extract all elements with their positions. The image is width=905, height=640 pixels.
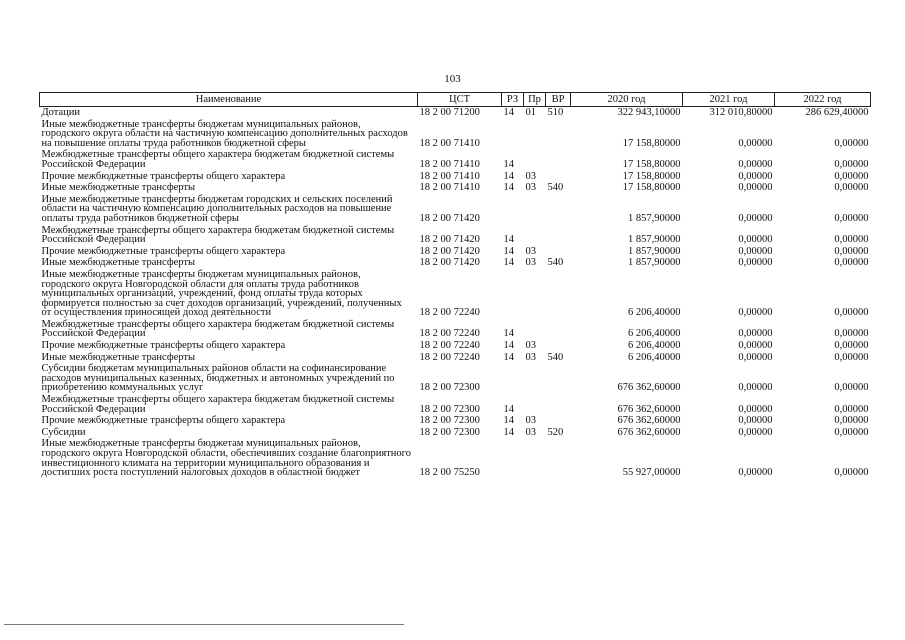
cell-2021: 0,00000 <box>738 170 773 182</box>
cell-name: Дотации <box>41 107 81 118</box>
cell-pr: 03 <box>525 170 536 182</box>
table-header-row <box>40 93 871 107</box>
table-row <box>40 319 871 340</box>
cell-2021: 0,00000 <box>738 340 773 352</box>
cell-2021: 0,00000 <box>738 467 773 479</box>
cell-pr: 03 <box>525 351 536 363</box>
cell-pr: 03 <box>525 245 536 257</box>
cell-2022: 0,00000 <box>834 245 869 257</box>
table-row <box>40 182 871 194</box>
table-row <box>40 394 871 415</box>
cell-2020: 1 857,90000 <box>628 212 681 224</box>
cell-cst: 18 2 00 71410 <box>419 137 480 149</box>
table-row <box>40 427 871 439</box>
cell-cst: 18 2 00 71200 <box>419 107 480 118</box>
cell-name: Иные межбюджетные трансферты <box>41 257 196 269</box>
cell-vr <box>546 438 571 478</box>
cell-cst: 18 2 00 71420 <box>419 257 480 269</box>
cell-rz: 14 <box>503 403 514 415</box>
cell-pr: 03 <box>525 426 536 438</box>
page-number: 103 <box>444 73 461 85</box>
cell-2020: 17 158,80000 <box>622 137 681 149</box>
cell-vr: 540 <box>547 351 564 363</box>
cell-vr <box>546 194 571 225</box>
cell-2022: 0,00000 <box>834 257 869 269</box>
column-header-2022: 2022 год <box>775 93 871 107</box>
cell-name: Межбюджетные трансферты общего характера бюджетам бюджетной системы Российской Федерации <box>41 394 395 415</box>
cell-name: Прочие межбюджетные трансферты общего характера <box>41 340 286 352</box>
cell-name: Иные межбюджетные трансферты бюджетам городских и сельских поселений области на частичную компенсацию дополнительных расходов на повышение оплаты труда работников бюджетной сферы <box>41 193 393 224</box>
cell-vr <box>546 363 571 394</box>
cell-2020: 17 158,80000 <box>622 170 681 182</box>
table-row <box>40 194 871 225</box>
cell-cst: 18 2 00 71420 <box>419 212 480 224</box>
column-header-2020: 2020 год <box>571 93 683 107</box>
cell-pr: 01 <box>525 107 536 118</box>
cell-rz: 14 <box>503 415 514 427</box>
cell-2022: 0,00000 <box>834 182 869 194</box>
cell-rz: 14 <box>503 340 514 352</box>
cell-2021: 0,00000 <box>738 415 773 427</box>
cell-rz: 14 <box>503 426 514 438</box>
cell-cst: 18 2 00 72300 <box>419 382 480 394</box>
cell-pr <box>524 363 546 394</box>
cell-2022: 0,00000 <box>834 158 869 170</box>
cell-name: Иные межбюджетные трансферты бюджетам муниципальных районов, городского округа области на частичную компенсацию дополнительных расходов на повышение оплаты труда работников бюджетной сферы <box>41 118 408 149</box>
cell-rz: 14 <box>503 158 514 170</box>
cell-2021: 0,00000 <box>738 158 773 170</box>
cell-name: Субсидии <box>41 426 86 438</box>
cell-2022: 0,00000 <box>834 403 869 415</box>
cell-name: Субсидии бюджетам муниципальных районов области на софинансирование расходов муниципальных казенных, бюджетных и автономных учреждений по приобретению коммунальных услуг <box>41 363 395 394</box>
cell-2022: 0,00000 <box>834 170 869 182</box>
column-header-rz: РЗ <box>502 93 524 107</box>
cell-vr <box>546 394 571 415</box>
cell-2021: 0,00000 <box>738 403 773 415</box>
cell-rz <box>502 269 524 319</box>
cell-name: Межбюджетные трансферты общего характера бюджетам бюджетной системы Российской Федерации <box>41 224 395 246</box>
cell-2021: 0,00000 <box>738 426 773 438</box>
cell-2020: 676 362,60000 <box>617 403 681 415</box>
cell-rz: 14 <box>503 245 514 257</box>
cell-rz <box>502 119 524 150</box>
table-row <box>40 119 871 150</box>
cell-2022: 0,00000 <box>834 426 869 438</box>
budget-table <box>39 92 871 479</box>
cell-cst: 18 2 00 71410 <box>419 170 480 182</box>
cell-cst: 18 2 00 71410 <box>419 182 480 194</box>
cell-vr <box>546 119 571 150</box>
cell-2020: 676 362,60000 <box>617 382 681 394</box>
cell-vr: 540 <box>547 257 564 269</box>
cell-name: Прочие межбюджетные трансферты общего характера <box>41 245 286 257</box>
column-header-vr: ВР <box>546 93 571 107</box>
cell-2021: 312 010,80000 <box>709 107 773 118</box>
table-row <box>40 171 871 183</box>
cell-vr <box>546 171 571 183</box>
column-header-name: Наименование <box>40 93 418 107</box>
table-row <box>40 149 871 170</box>
cell-2022: 0,00000 <box>834 340 869 352</box>
cell-2022: 0,00000 <box>834 212 869 224</box>
cell-pr: 03 <box>525 415 536 427</box>
cell-vr <box>546 149 571 170</box>
table-row <box>40 246 871 258</box>
cell-2022: 0,00000 <box>834 307 869 319</box>
cell-2020: 6 206,40000 <box>628 340 681 352</box>
cell-vr <box>546 340 571 352</box>
cell-2022: 0,00000 <box>834 234 869 246</box>
cell-2021: 0,00000 <box>738 307 773 319</box>
cell-cst: 18 2 00 72300 <box>419 403 480 415</box>
cell-2020: 676 362,60000 <box>617 426 681 438</box>
cell-2022: 0,00000 <box>834 415 869 427</box>
cell-2020: 1 857,90000 <box>628 257 681 269</box>
cell-rz <box>502 438 524 478</box>
cell-2022: 286 629,40000 <box>805 107 869 118</box>
cell-cst: 18 2 00 71420 <box>419 234 480 246</box>
cell-pr <box>524 319 546 340</box>
cell-name: Прочие межбюджетные трансферты общего характера <box>41 415 286 427</box>
cell-vr <box>546 246 571 258</box>
cell-2020: 6 206,40000 <box>628 307 681 319</box>
cell-2022: 0,00000 <box>834 137 869 149</box>
cell-name: Иные межбюджетные трансферты <box>41 351 196 363</box>
cell-rz: 14 <box>503 328 514 340</box>
table-row <box>40 269 871 319</box>
cell-2022: 0,00000 <box>834 351 869 363</box>
column-header-cst: ЦСТ <box>418 93 502 107</box>
cell-2020: 6 206,40000 <box>628 328 681 340</box>
cell-cst: 18 2 00 72240 <box>419 351 480 363</box>
cell-2021: 0,00000 <box>738 257 773 269</box>
table-row <box>40 438 871 478</box>
cell-rz <box>502 194 524 225</box>
cell-2020: 6 206,40000 <box>628 351 681 363</box>
cell-pr <box>524 394 546 415</box>
cell-cst: 18 2 00 72240 <box>419 340 480 352</box>
table-row <box>40 340 871 352</box>
cell-vr: 520 <box>547 426 564 438</box>
cell-2020: 1 857,90000 <box>628 234 681 246</box>
cell-pr: 03 <box>525 257 536 269</box>
cell-name: Межбюджетные трансферты общего характера бюджетам бюджетной системы Российской Федерации <box>41 149 395 170</box>
cell-2020: 322 943,10000 <box>617 107 681 118</box>
cell-name: Иные межбюджетные трансферты <box>41 182 196 194</box>
cell-name: Межбюджетные трансферты общего характера бюджетам бюджетной системы Российской Федерации <box>41 318 395 340</box>
cell-cst: 18 2 00 72300 <box>419 426 480 438</box>
cell-2022: 0,00000 <box>834 467 869 479</box>
cell-vr <box>546 319 571 340</box>
table-row <box>40 415 871 427</box>
cell-name: Прочие межбюджетные трансферты общего характера <box>41 170 286 182</box>
cell-2020: 55 927,00000 <box>622 467 681 479</box>
cell-2021: 0,00000 <box>738 351 773 363</box>
cell-cst: 18 2 00 72240 <box>419 307 480 319</box>
cell-2020: 17 158,80000 <box>622 182 681 194</box>
cell-pr <box>524 149 546 170</box>
cell-2021: 0,00000 <box>738 382 773 394</box>
cell-name: Иные межбюджетные трансферты бюджетам муниципальных районов, городского округа Новгородской области, обеспечивших создание благоприятного инвестиционного климата на территории муниципального образования и достигших роста поступлений налоговых доходов в областной бюджет <box>41 438 411 479</box>
cell-cst: 18 2 00 71420 <box>419 245 480 257</box>
cell-rz: 14 <box>503 182 514 194</box>
cell-2021: 0,00000 <box>738 245 773 257</box>
cell-cst: 18 2 00 72300 <box>419 415 480 427</box>
cell-rz: 14 <box>503 351 514 363</box>
table-row <box>40 363 871 394</box>
cell-rz: 14 <box>503 257 514 269</box>
cell-vr: 510 <box>547 107 564 118</box>
cell-pr: 03 <box>525 182 536 194</box>
cell-vr <box>546 415 571 427</box>
page-bottom-rule <box>4 624 404 625</box>
column-header-2021: 2021 год <box>683 93 775 107</box>
cell-rz <box>502 363 524 394</box>
cell-2021: 0,00000 <box>738 328 773 340</box>
cell-pr <box>524 225 546 246</box>
cell-vr <box>546 269 571 319</box>
table-body <box>40 107 871 479</box>
cell-rz: 14 <box>503 170 514 182</box>
cell-2020: 1 857,90000 <box>628 245 681 257</box>
cell-rz: 14 <box>503 107 514 118</box>
cell-vr: 540 <box>547 182 564 194</box>
table-row <box>40 257 871 269</box>
cell-2022: 0,00000 <box>834 328 869 340</box>
cell-rz: 14 <box>503 234 514 246</box>
cell-2022: 0,00000 <box>834 382 869 394</box>
cell-pr <box>524 269 546 319</box>
cell-2021: 0,00000 <box>738 234 773 246</box>
cell-pr <box>524 119 546 150</box>
cell-vr <box>546 225 571 246</box>
cell-pr <box>524 194 546 225</box>
cell-2020: 676 362,60000 <box>617 415 681 427</box>
table-row <box>40 352 871 364</box>
cell-cst: 18 2 00 71410 <box>419 158 480 170</box>
cell-2020: 17 158,80000 <box>622 158 681 170</box>
table-row <box>40 107 871 119</box>
cell-name: Иные межбюджетные трансферты бюджетам муниципальных районов, городского округа Новгородской области для оплаты труда работников муниципальных организаций, учреждений, фонд оплаты труда которых формируется полностью за счет доходов организаций, учреждений, полученных от осуществления приносящей доход деятельности <box>41 268 402 319</box>
cell-pr <box>524 438 546 478</box>
table-row <box>40 225 871 246</box>
cell-2021: 0,00000 <box>738 212 773 224</box>
cell-pr: 03 <box>525 340 536 352</box>
column-header-pr: Пр <box>524 93 546 107</box>
cell-2021: 0,00000 <box>738 137 773 149</box>
cell-cst: 18 2 00 72240 <box>419 328 480 340</box>
cell-cst: 18 2 00 75250 <box>419 467 480 479</box>
cell-2021: 0,00000 <box>738 182 773 194</box>
